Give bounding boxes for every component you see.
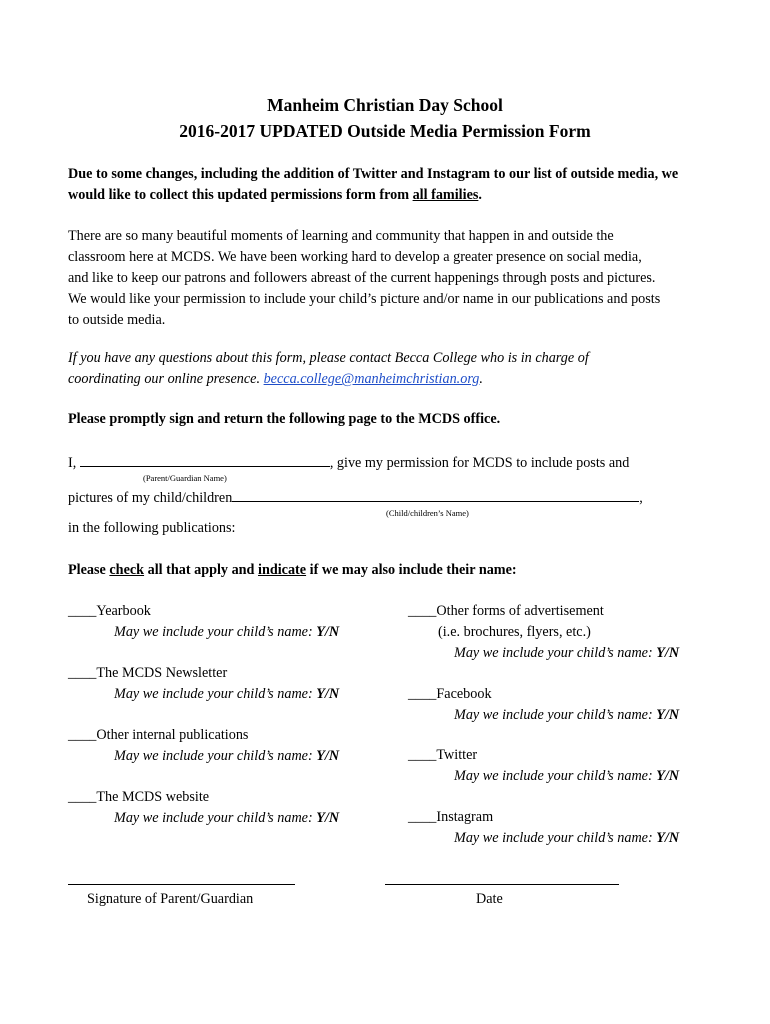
permission-prefix: I,	[68, 455, 80, 471]
checkbox-blank[interactable]: ____	[408, 603, 437, 619]
option-facebook[interactable]	[408, 686, 492, 703]
permission-line3: in the following publications:	[68, 520, 236, 536]
option-note: (i.e. brochures, flyers, etc.)	[438, 624, 591, 640]
yn-choice[interactable]: Y/N	[656, 645, 680, 661]
name-question-text: May we include your child’s name:	[454, 768, 657, 784]
parent-name-field[interactable]	[80, 452, 330, 467]
yn-choice[interactable]: Y/N	[656, 768, 680, 784]
body-line: to outside media.	[68, 312, 166, 328]
intro-paragraph	[68, 164, 708, 206]
name-question-text: May we include your child’s name:	[454, 645, 657, 661]
name-question	[114, 748, 339, 765]
checkbox-blank[interactable]: ____	[408, 747, 437, 763]
name-question	[454, 645, 679, 662]
name-question-text: May we include your child’s name:	[114, 748, 317, 764]
name-question-text: May we include your child’s name:	[454, 830, 657, 846]
contact-line2	[68, 369, 718, 390]
option-newsletter[interactable]	[68, 665, 227, 682]
name-question	[114, 624, 339, 641]
option-label: The MCDS Newsletter	[96, 665, 228, 681]
option-twitter[interactable]	[408, 747, 477, 764]
body-line: There are so many beautiful moments of learning and community that happen in and outside the	[68, 228, 614, 244]
check-heading-text: Please	[68, 562, 110, 578]
child-name-caption: (Child/children’s Name)	[386, 508, 469, 518]
intro-underlined: all families	[412, 187, 479, 203]
date-line[interactable]	[385, 884, 619, 885]
return-note: Please promptly sign and return the following page to the MCDS office.	[68, 411, 501, 427]
name-question-text: May we include your child’s name:	[114, 686, 317, 702]
checkbox-blank[interactable]: ____	[68, 665, 97, 681]
option-label: Other forms of advertisement	[436, 603, 604, 619]
name-question	[114, 810, 339, 827]
contact-paragraph	[68, 348, 718, 390]
name-question	[114, 686, 339, 703]
option-label: The MCDS website	[96, 789, 210, 805]
intro-text: Due to some changes, including the addition of Twitter and Instagram to our list of outside media, we would like to collect this updated permissions form from	[68, 166, 679, 203]
permission-after-blank: , give my permission for MCDS to include posts and	[329, 455, 630, 471]
body-line: classroom here at MCDS. We have been working hard to develop a greater presence on social media,	[68, 249, 642, 265]
yn-choice[interactable]: Y/N	[316, 686, 340, 702]
option-advertisement[interactable]	[408, 603, 604, 620]
signature-line[interactable]	[68, 884, 295, 885]
name-question	[454, 830, 679, 847]
check-heading	[68, 562, 517, 579]
yn-choice[interactable]: Y/N	[316, 624, 340, 640]
option-yearbook[interactable]	[68, 603, 151, 620]
checkbox-blank[interactable]: ____	[68, 789, 97, 805]
intro-end: .	[478, 187, 482, 203]
name-question	[454, 707, 679, 724]
checkbox-blank[interactable]: ____	[408, 686, 437, 702]
parent-name-caption: (Parent/Guardian Name)	[143, 473, 227, 483]
yn-choice[interactable]: Y/N	[656, 830, 680, 846]
contact-email-link[interactable]: becca.college@manheimchristian.org	[263, 371, 480, 387]
yn-choice[interactable]: Y/N	[316, 810, 340, 826]
contact-line2-end: .	[479, 371, 483, 387]
checkbox-blank[interactable]: ____	[68, 727, 97, 743]
indicate-word: indicate	[258, 562, 307, 578]
date-caption: Date	[476, 891, 503, 907]
option-label: Facebook	[436, 686, 492, 702]
body-paragraph	[68, 226, 718, 331]
option-label: Twitter	[436, 747, 478, 763]
contact-line2-text: coordinating our online presence.	[68, 371, 264, 387]
body-line: We would like your permission to include your child’s picture and/or name in our publications and posts	[68, 291, 661, 307]
school-name: Manheim Christian Day School	[267, 95, 503, 115]
checkbox-blank[interactable]: ____	[408, 809, 437, 825]
check-heading-end: if we may also include their name:	[306, 562, 517, 578]
option-website[interactable]	[68, 789, 209, 806]
name-question-text: May we include your child’s name:	[114, 810, 317, 826]
check-word: check	[109, 562, 145, 578]
child-name-field[interactable]	[232, 487, 639, 502]
permission-line1	[68, 452, 629, 472]
name-question-text: May we include your child’s name:	[114, 624, 317, 640]
option-internal-publications[interactable]	[68, 727, 248, 744]
form-title: 2016-2017 UPDATED Outside Media Permission Form	[179, 121, 591, 141]
option-label: Other internal publications	[96, 727, 249, 743]
option-label: Instagram	[436, 809, 494, 825]
permission-line2-prefix: pictures of my child/children	[68, 490, 233, 506]
name-question-text: May we include your child’s name:	[454, 707, 657, 723]
signature-caption: Signature of Parent/Guardian	[87, 891, 254, 907]
check-heading-middle: all that apply and	[144, 562, 258, 578]
permission-line2	[68, 487, 643, 507]
permission-line2-suffix: ,	[639, 490, 643, 506]
option-label: Yearbook	[96, 603, 151, 619]
option-instagram[interactable]	[408, 809, 493, 826]
yn-choice[interactable]: Y/N	[656, 707, 680, 723]
yn-choice[interactable]: Y/N	[316, 748, 340, 764]
name-question	[454, 768, 679, 785]
body-line: and like to keep our patrons and followers abreast of the current happenings through posts and pictures.	[68, 270, 656, 286]
checkbox-blank[interactable]: ____	[68, 603, 97, 619]
contact-line1: If you have any questions about this form, please contact Becca College who is in charge of	[68, 350, 589, 366]
